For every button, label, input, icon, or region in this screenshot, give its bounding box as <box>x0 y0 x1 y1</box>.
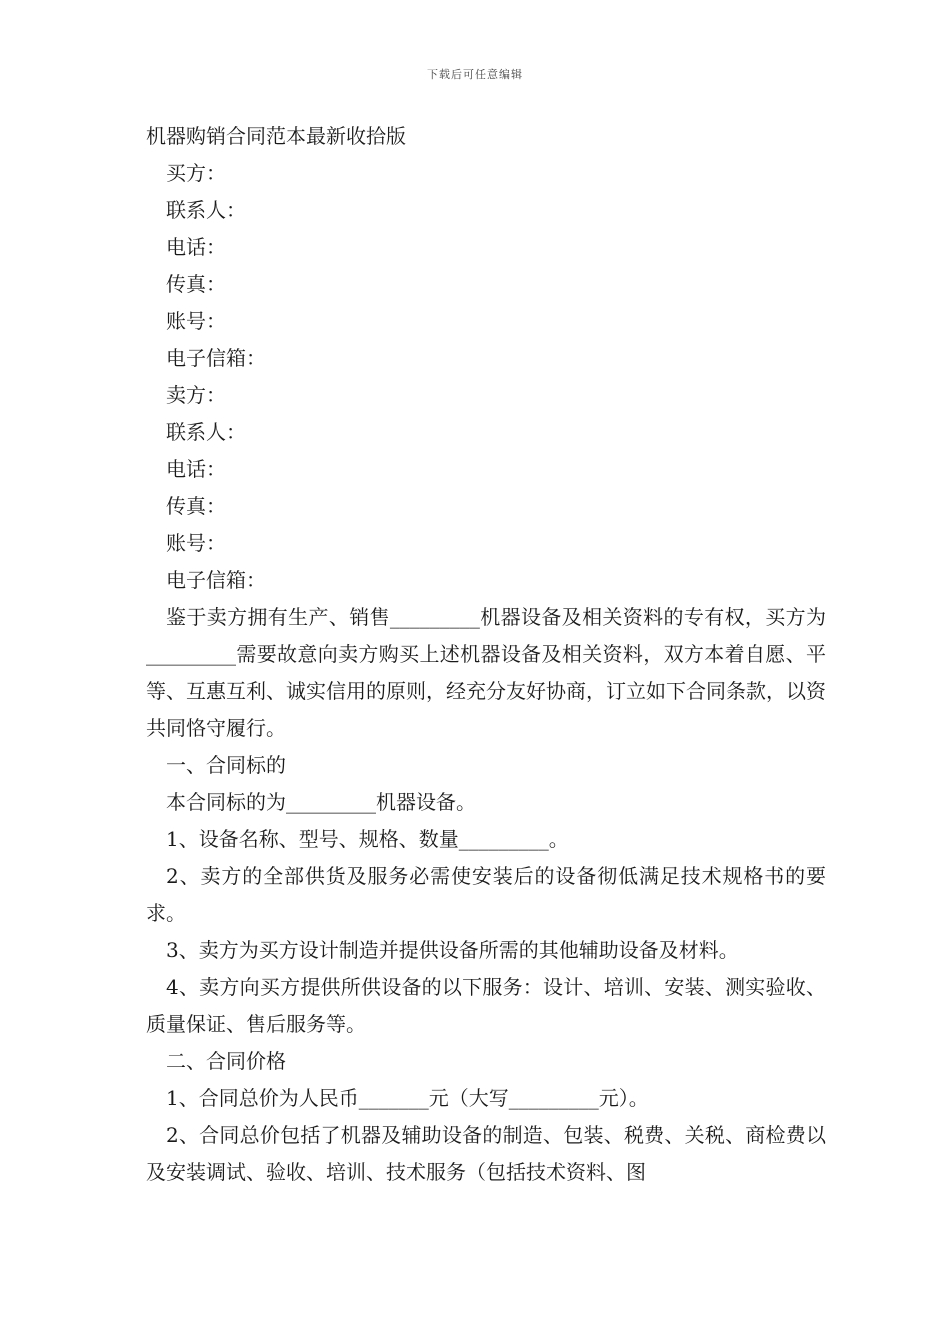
seller-account-field: 账号： <box>166 531 226 555</box>
section-heading-subject: 一、合同标的 <box>166 753 286 777</box>
section-heading-price: 二、合同价格 <box>166 1049 286 1073</box>
clause-item-2: 2、卖方的全部供货及服务必需使安装后的设备彻低满足技术规格书的要求。 <box>146 864 826 925</box>
buyer-fax-field: 传真： <box>166 272 226 296</box>
seller-phone-field: 电话： <box>166 457 226 481</box>
buyer-account-field: 账号： <box>166 309 226 333</box>
document-body <box>146 118 826 1191</box>
buyer-contact-field: 联系人： <box>166 198 246 222</box>
seller-email-field: 电子信箱： <box>166 568 266 592</box>
buyer-field: 买方： <box>166 161 226 185</box>
seller-fax-field: 传真： <box>166 494 226 518</box>
seller-field: 卖方： <box>166 383 226 407</box>
intro-paragraph: 鉴于卖方拥有生产、销售_________机器设备及相关资料的专有权，买方为_________需要故意向卖方购买上述机器设备及相关资料，双方本着自愿、平等、互惠互利、诚实信用的原则，经充分友好协商，订立如下合同条款，以资共同恪守履行。 <box>146 605 826 740</box>
buyer-phone-field: 电话： <box>166 235 226 259</box>
document-title: 机器购销合同范本最新收拾版 <box>146 124 406 148</box>
price-clause-2: 2、合同总价包括了机器及辅助设备的制造、包装、税费、关税、商检费以及安装调试、验收、培训、技术服务（包括技术资料、图 <box>146 1123 826 1184</box>
header-note: 下载后可任意编辑 <box>427 68 523 81</box>
buyer-email-field: 电子信箱： <box>166 346 266 370</box>
clause-item-4: 4、卖方向买方提供所供设备的以下服务：设计、培训、安装、测实验收、质量保证、售后服务等。 <box>146 975 826 1036</box>
clause-item-1: 1、设备名称、型号、规格、数量_________。 <box>166 827 569 851</box>
clause-subject: 本合同标的为_________机器设备。 <box>166 790 476 814</box>
seller-contact-field: 联系人： <box>166 420 246 444</box>
price-clause-1: 1、合同总价为人民币_______元（大写_________元）。 <box>166 1086 649 1110</box>
clause-item-3: 3、卖方为买方设计制造并提供设备所需的其他辅助设备及材料。 <box>166 938 739 962</box>
